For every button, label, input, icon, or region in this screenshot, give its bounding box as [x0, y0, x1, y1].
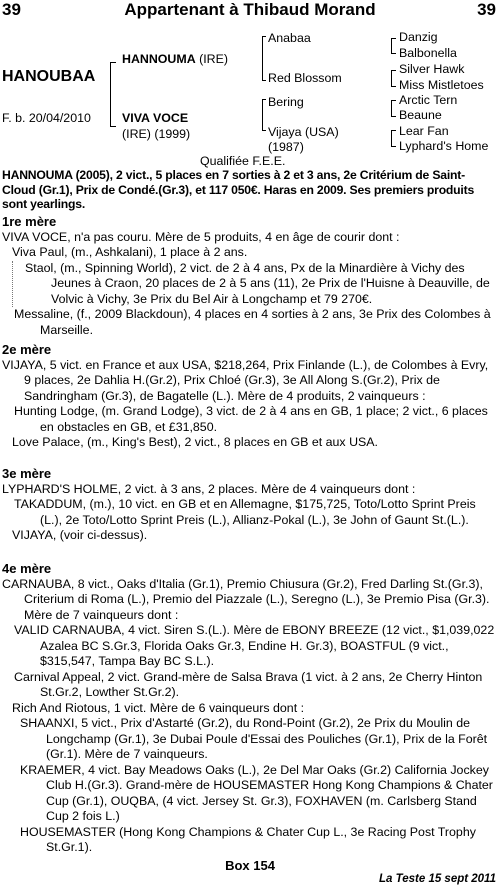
fourth-dam-grandproduce: KRAEMER, 4 vict. Bay Meadows Oaks (L.), 2e Del Mar Oaks (Gr.2) California Jockey Club H.(Gr.3). Grand-mère de HOUSEMASTER Hong Kong Champions & Chater Cup (Gr.1), OUQBA, (4 vict. Jersey St. Gr.3), FOXHAVEN (m. Carlsberg Stand Cup 2 fois L.): [20, 762, 493, 823]
sire-name: HANNOUMA (IRE): [122, 52, 229, 66]
fourth-dam-produce: Rich And Riotous, 1 vict. Mère de 6 vainqueurs dont :: [12, 700, 305, 715]
first-dam-intro: VIVA VOCE, n'a pas couru. Mère de 5 produits, 4 en âge de courir dont :: [2, 229, 400, 244]
ped-sdd: Miss Mistletoes: [399, 78, 484, 92]
dam-name: VIVA VOCE: [122, 111, 189, 125]
sale-place-date: La Teste 15 sept 2011: [379, 873, 496, 885]
ped-ddd: Lyphard's Home: [399, 139, 489, 153]
fourth-dam-intro: CARNAUBA, 8 vict., Oaks d'Italia (Gr.1), Premio Chiusura (Gr.2), Fred Darling St.(Gr.3), Criterium di Roma (L.), Premio del Piazzale (L.), Seregno (L.), 3e Premio Pisa (Gr.3). Mère de 7 vainqueurs dont :: [2, 576, 490, 622]
section-first-dam: 1re mère: [2, 214, 57, 229]
third-dam-produce: VIJAYA, (voir ci-dessus).: [12, 528, 148, 542]
ped-sss: Danzig: [399, 30, 438, 44]
second-dam-intro: VIJAYA, 5 vict. en France et aux USA, $218,264, Prix Finlande (L.), de Colombes à Evry, 9 places, 2e Dahlia H.(Gr.2), Prix Chloé (Gr.3), 3e All Along S.(Gr.2), Prix de Sandringham (Gr.3), de Bagatelle (L.). Mère de 4 produits, 2 vainqueurs :: [2, 357, 489, 403]
section-second-dam: 2e mère: [2, 342, 52, 357]
lot-number-right: 39: [477, 0, 496, 19]
fourth-dam-produce: Carnival Appeal, 2 vict. Grand-mère de Salsa Brava (1 vict. à 2 ans, 2e Cherry Hinton St.Gr.2, Lowther St.Gr.2).: [14, 669, 483, 699]
ped-dsd: Beaune: [399, 108, 442, 122]
fourth-dam-grandproduce: HOUSEMASTER (Hong Kong Champions & Chater Cup L., 3e Racing Post Trophy St.Gr.1).: [20, 824, 476, 854]
sire-summary: HANNOUMA (2005), 2 vict., 5 places en 7 sorties à 2 et 3 ans, 2e Critérium de Saint-Cloud (Gr.1), Prix de Condé.(Gr.3), et 117 050€. Haras en 2009. Ses premiers produits sont yearlings.: [2, 168, 475, 211]
lot-number-left: 39: [2, 0, 21, 19]
qualification: Qualifiée F.E.E.: [200, 154, 286, 168]
ped-ssd: Balbonella: [399, 46, 457, 60]
fourth-dam-produce: VALID CARNAUBA, 4 vict. Siren S.(L.). Mère de EBONY BREEZE (12 vict., $1,039,022 Azalea BC S.Gr.3, Florida Oaks Gr.3, Endine H. Gr.3), BOASTFUL (9 vict., $315,547, Tampa Bay BC S.L.).: [14, 623, 495, 668]
dam-dam: Vijaya (USA): [268, 125, 339, 139]
horse-info: F. b. 20/04/2010: [2, 111, 91, 125]
box-number: Box 154: [225, 858, 275, 873]
first-dam-produce: Staol, (m., Spinning World), 2 vict. de 2 à 4 ans, Px de la Minardière à Vichy des Jeunes à Craon, 20 places de 2 à 5 ans (11), 2e Prix de l'Huisne à Deauville, de Volvic à Vichy, 3e Prix du Bel Air à Longchamp et 79 270€.: [12, 261, 498, 308]
second-dam-produce: Hunting Lodge, (m. Grand Lodge), 3 vict. de 2 à 4 ans en GB, 1 place; 2 vict., 6 places en obstacles en GB, et £31,850.: [14, 404, 488, 434]
dam-dam-year: (1987): [268, 140, 304, 154]
third-dam-produce: TAKADDUM, (m.), 10 vict. en GB et en Allemagne, $175,725, Toto/Lotto Sprint Preis (L.), 2e Toto/Lotto Sprint Preis (L.), Allianz-Pokal (L.), 3e John of Gaunt St.(L.).: [14, 497, 476, 527]
ped-sds: Silver Hawk: [399, 62, 465, 76]
dam-origin: (IRE) (1999): [122, 127, 191, 141]
ped-dds: Lear Fan: [399, 124, 449, 138]
third-dam-intro: LYPHARD'S HOLME, 2 vict. à 3 ans, 2 places. Mère de 4 vainqueurs dont :: [2, 481, 416, 496]
second-dam-produce: Love Palace, (m., King's Best), 2 vict., 8 places en GB et aux USA.: [12, 435, 378, 449]
first-dam-produce: Messaline, (f., 2009 Blackdoun), 4 places en 4 sorties à 2 ans, 3e Prix des Colombes à Marseille.: [14, 307, 491, 337]
first-dam-produce: Viva Paul, (m., Ashkalani), 1 place à 2 ans.: [12, 245, 248, 259]
fourth-dam-grandproduce: SHAANXI, 5 vict., Prix d'Astarté (Gr.2), du Rond-Point (Gr.2), 2e Prix du Moulin de Longchamp (Gr.1), 3e Dubai Poule d'Essai des Pouliches (Gr.1), Prix de la Forêt (Gr.1). Mère de 7 vainqueurs.: [20, 716, 488, 761]
ped-dss: Arctic Tern: [399, 93, 458, 107]
section-third-dam: 3e mère: [2, 466, 52, 481]
section-fourth-dam: 4e mère: [2, 561, 52, 576]
dam-sire: Bering: [268, 95, 304, 109]
sire-dam: Red Blossom: [268, 71, 342, 85]
page-title: Appartenant à Thibaud Morand: [124, 0, 376, 19]
sire-sire: Anabaa: [268, 31, 311, 45]
horse-name: HANOUBAA: [2, 68, 96, 85]
